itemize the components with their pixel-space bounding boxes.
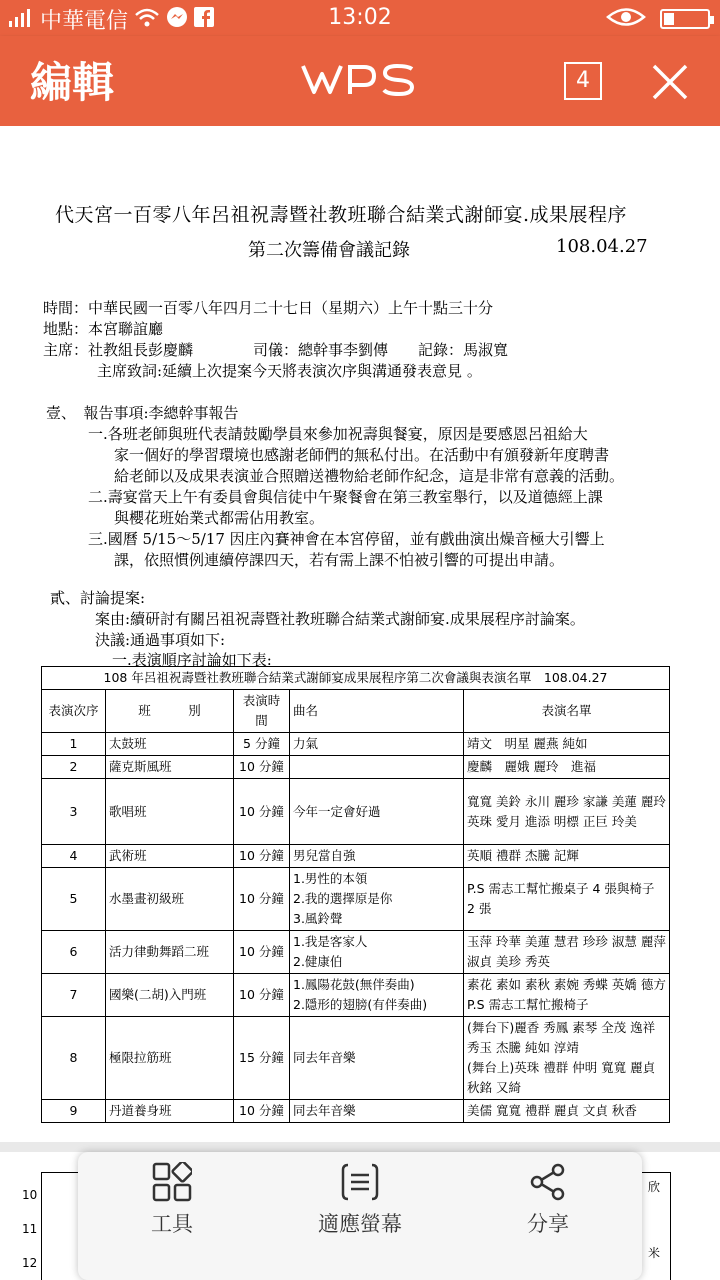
close-icon <box>650 62 690 102</box>
wps-logo <box>300 62 420 102</box>
row-number: 10 <box>22 1188 38 1202</box>
duration: 10 分鐘 <box>234 779 290 845</box>
table-row <box>42 974 670 1017</box>
report-item-line: 一.各班老師與班代表請鼓勵學員來參加祝壽與餐宴，原因是要感恩呂祖給大 <box>88 425 588 443</box>
performer-list: 英順 禮群 杰騰 記輝 <box>464 845 670 868</box>
report-item-line: 家一個好的學習環境也感謝老師們的無私付出。在活動中有頒發新年度聘書 <box>114 446 610 464</box>
table-row <box>42 1100 670 1123</box>
table-intro-line: 一.表演順序討論如下表: <box>112 651 272 669</box>
class-name: 活力律動舞蹈二班 <box>106 931 234 974</box>
performance-table <box>41 666 670 1123</box>
grid-icon <box>152 1162 192 1202</box>
document-title: 代天宮一百零八年呂祖祝壽暨社教班聯合結業式謝師宴.成果展程序 <box>55 204 628 226</box>
performer-list: 靖文 明星 麗燕 純如 <box>464 733 670 756</box>
col-header: 曲名 <box>290 690 464 733</box>
class-name: 歌唱班 <box>106 779 234 845</box>
performer-list <box>464 974 670 1017</box>
table-row <box>42 1017 670 1100</box>
close-button[interactable] <box>650 62 690 102</box>
class-name: 太鼓班 <box>106 733 234 756</box>
col-header: 班 別 <box>106 690 234 733</box>
song-title: 同去年音樂 <box>290 1100 464 1123</box>
performer-list: P.S 需志工幫忙搬桌子 4 張與椅子 2 張 <box>464 868 670 931</box>
col-header: 表演名單 <box>464 690 670 733</box>
table-row <box>42 733 670 756</box>
performer-list: 慶麟 麗娥 麗玲 進福 <box>464 756 670 779</box>
report-item-line: 課，依照慣例連續停課四天，若有需上課不怕被引響的可提出申請。 <box>114 551 565 569</box>
chair-remarks: 主席致詞:延續上次提案今天將表演次序與溝通發表意見 。 <box>97 362 482 380</box>
performer-fragment: 欣 <box>648 1180 661 1194</box>
resolution-line: 決議:通過事項如下: <box>95 631 226 649</box>
song-title: 男兒當自強 <box>290 845 464 868</box>
performer-line: P.S 需志工幫忙搬椅子 <box>467 997 589 1012</box>
edit-button[interactable]: 編輯 <box>30 58 115 107</box>
table-row <box>42 779 670 845</box>
duration: 10 分鐘 <box>234 756 290 779</box>
song-title <box>290 756 464 779</box>
song-title-line: 2.隱形的翅膀(有伴奏曲) <box>293 997 428 1012</box>
performer-list: 美儒 寬寬 禮群 麗貞 文貞 秋香 <box>464 1100 670 1123</box>
fit-screen-icon <box>340 1162 380 1202</box>
performer-line: 素花 素如 素秋 素婉 秀蝶 英嬌 德方 <box>467 977 666 992</box>
row-number: 1 <box>42 733 106 756</box>
performer-list: 寬寬 美鈴 永川 麗珍 家謙 美蓮 麗玲 英珠 愛月 進添 明標 正巨 玲美 <box>464 779 670 845</box>
class-name: 水墨畫初級班 <box>106 868 234 931</box>
class-name: 武術班 <box>106 845 234 868</box>
col-header: 表演時間 <box>234 690 290 733</box>
eye-icon <box>606 6 646 32</box>
row-number: 4 <box>42 845 106 868</box>
table-row <box>42 845 670 868</box>
duration: 10 分鐘 <box>234 845 290 868</box>
tools-button[interactable] <box>102 1162 242 1238</box>
song-title: 今年一定會好過 <box>290 779 464 845</box>
class-name: 國樂(二胡)入門班 <box>106 974 234 1017</box>
app-bar <box>0 36 720 126</box>
document-date: 108.04.27 <box>556 236 648 257</box>
row-number: 12 <box>22 1256 38 1270</box>
table-header-row <box>42 690 670 733</box>
row-number: 2 <box>42 756 106 779</box>
performer-list <box>464 1017 670 1100</box>
bottom-toolbar <box>78 1152 642 1280</box>
performer-line: (舞台上)英珠 禮群 仲明 寬寬 麗貞 秋銘 又綺 <box>467 1060 656 1095</box>
clock: 13:02 <box>328 5 392 30</box>
meeting-officers: 主席：社教組長彭慶麟 司儀：總幹事李劉傳 記錄：馬淑寬 <box>43 341 509 359</box>
duration: 10 分鐘 <box>234 974 290 1017</box>
performer-line: (舞台下)麗香 秀鳳 素琴 全茂 逸祥 秀玉 杰騰 純如 淳靖 <box>467 1020 656 1055</box>
proposal-line: 案由:續研討有關呂祖祝壽暨社教班聯合結業式謝師宴.成果展程序討論案。 <box>95 610 585 628</box>
song-title <box>290 974 464 1017</box>
row-number: 9 <box>42 1100 106 1123</box>
duration: 15 分鐘 <box>234 1017 290 1100</box>
table-row <box>42 756 670 779</box>
duration: 10 分鐘 <box>234 931 290 974</box>
report-item-line: 三.國曆 5/15～5/17 因庄內賽神會在本宮停留，並有戲曲演出燥音極大引響上 <box>88 530 605 548</box>
table-row <box>42 868 670 931</box>
meeting-time: 時間：中華民國一百零八年四月二十七日（星期六）上午十點三十分 <box>43 299 494 317</box>
table-caption: 108 年呂祖祝壽暨社教班聯合結業式謝師宴成果展程序第二次會議與表演名單 108.04.27 <box>42 667 670 690</box>
song-title-line: 2.我的選擇原是你 <box>293 891 393 906</box>
row-number: 7 <box>42 974 106 1017</box>
document-subtitle: 第二次籌備會議記錄 <box>248 240 410 261</box>
share-icon <box>528 1162 568 1202</box>
class-name: 丹道養身班 <box>106 1100 234 1123</box>
report-item-line: 給老師以及成果表演並合照贈送禮物給老師作紀念，這是非常有意義的活動。 <box>114 467 625 485</box>
col-header: 表演次序 <box>42 690 106 733</box>
share-label: 分享 <box>527 1212 569 1236</box>
meeting-place: 地點：本宮聯誼廳 <box>43 320 164 338</box>
battery-icon <box>660 9 710 29</box>
row-number: 5 <box>42 868 106 931</box>
song-title <box>290 931 464 974</box>
row-number: 6 <box>42 931 106 974</box>
report-item-line: 與櫻花班始業式都需佔用教室。 <box>114 509 325 527</box>
tools-label: 工具 <box>151 1212 193 1236</box>
duration: 10 分鐘 <box>234 1100 290 1123</box>
performer-fragment: 米 <box>648 1246 661 1260</box>
section-report-heading: 壹、 報告事項:李總幹事報告 <box>46 404 239 422</box>
class-name: 極限拉筋班 <box>106 1017 234 1100</box>
song-title-line: 2.健康伯 <box>293 954 343 969</box>
table-row <box>42 931 670 974</box>
fit-screen-button[interactable] <box>290 1162 430 1238</box>
duration: 5 分鐘 <box>234 733 290 756</box>
status-bar <box>0 0 720 36</box>
song-title: 同去年音樂 <box>290 1017 464 1100</box>
duration: 10 分鐘 <box>234 868 290 931</box>
section-discussion-heading: 貳、討論提案: <box>50 589 146 607</box>
row-number: 8 <box>42 1017 106 1100</box>
song-title-line: 1.鳳陽花鼓(無伴奏曲) <box>293 977 415 992</box>
row-number: 3 <box>42 779 106 845</box>
report-item-line: 二.壽宴當天上午有委員會與信徒中午聚餐會在第三教室舉行，以及道德經上課 <box>88 488 603 506</box>
class-name: 薩克斯風班 <box>106 756 234 779</box>
song-title-line: 3.風鈴聲 <box>293 911 343 926</box>
row-number: 11 <box>22 1222 38 1236</box>
page-divider <box>0 1142 720 1152</box>
song-title-line: 1.我是客家人 <box>293 934 368 949</box>
song-title <box>290 868 464 931</box>
carrier-name: 中華電信 <box>40 9 129 34</box>
fit-screen-label: 適應螢幕 <box>318 1212 402 1236</box>
share-button[interactable] <box>478 1162 618 1238</box>
performer-list: 玉萍 玲華 美蓮 慧君 珍珍 淑慧 麗萍 淑貞 美珍 秀英 <box>464 931 670 974</box>
document-page[interactable] <box>0 126 720 1142</box>
page-count-button[interactable]: 4 <box>564 62 602 100</box>
song-title-line: 1.男性的本領 <box>293 871 368 886</box>
song-title: 力氣 <box>290 733 464 756</box>
